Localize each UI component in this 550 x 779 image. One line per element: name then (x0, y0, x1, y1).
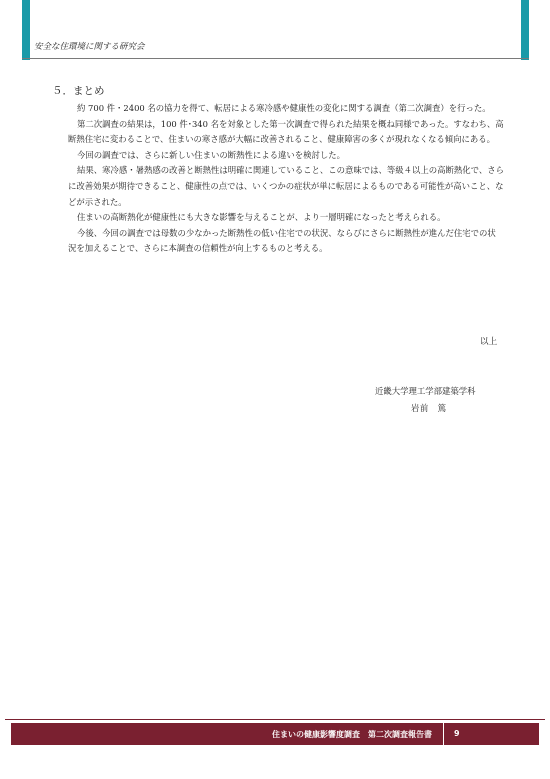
paragraph: 今後、今回の調査では母数の少なかった断熱性の低い住宅での状況、ならびにさらに断熱性が進んだ住宅での状況を加えることで、さらに本調査の信頼性が向上するものと考える。 (68, 227, 496, 254)
header-divider (22, 58, 529, 59)
section-heading: ５．まとめ (52, 85, 105, 97)
closing-remark: 以上 (480, 337, 498, 347)
author-name: 岩前 篤 (411, 403, 447, 413)
footer-title: 住まいの健康影響度調査 第二次調査報告書 (272, 730, 432, 739)
footer-separator (443, 723, 444, 745)
section-body (68, 101, 504, 257)
paragraph: 結果、寒冷感・暑熱感の改善と断熱性は明確に関連していること、この意味では、等級４以上の高断熱化で、さらに改善効果が期待できること、健康性の点では、いくつかの症状が単に転居によるものである可能性が高いこと、などが示された。 (68, 165, 504, 207)
header-accent-bar-left (22, 0, 30, 60)
page-number: 9 (454, 729, 460, 738)
footer-divider (5, 719, 545, 720)
paragraph: 今回の調査では、さらに新しい住まいの断熱性による違いを検討した。 (77, 149, 345, 160)
paragraph: 住まいの高断熱化が健康性にも大きな影響を与えることが、より一層明確になったと考えられる。 (77, 212, 446, 223)
paragraph: 約 700 件・2400 名の協力を得て、転居による寒冷感や健康性の変化に関する調査（第二次調査）を行った。 (77, 103, 491, 113)
header-title: 安全な住環境に関する研究会 (34, 42, 145, 52)
paragraph: 第二次調査の結果は，100 件･340 名を対象とした第一次調査で得られた結果を概ね同様であった。すなわち、高断熱住宅に変わることで、住まいの寒さ感が大幅に改善されること、健康障害の多くが現れなくなる傾向にある。 (68, 118, 504, 145)
header-accent-bar-right (521, 0, 529, 60)
author-affiliation: 近畿大学理工学部建築学科 (375, 386, 476, 396)
